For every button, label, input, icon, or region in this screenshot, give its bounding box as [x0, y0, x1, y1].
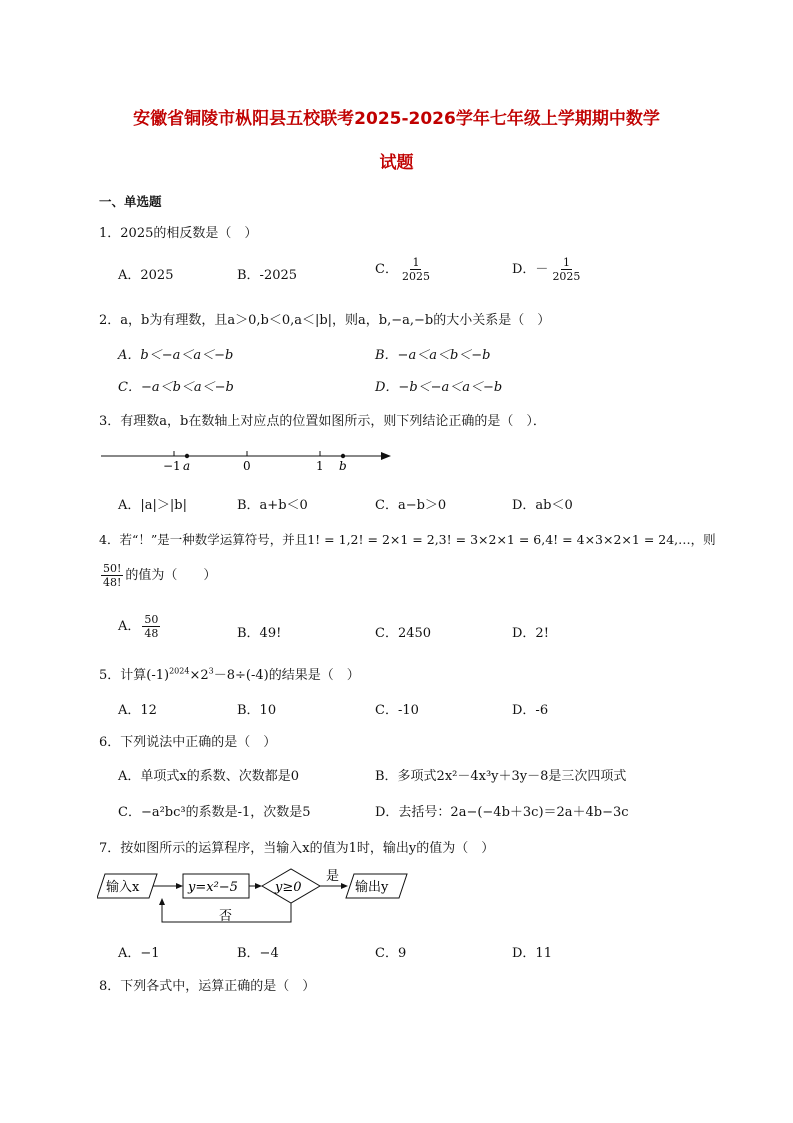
- q1-option-d-label: D．－: [512, 262, 549, 277]
- q4-stem-fraction: [101, 562, 123, 589]
- q4-a-den: 48: [144, 627, 159, 640]
- flow-loop-arrowhead: [159, 898, 165, 905]
- flow-arrowhead-1: [176, 883, 183, 889]
- q2-option-d: D．−b＜−a＜a＜−b: [375, 380, 503, 395]
- q1-option-c: [375, 256, 434, 283]
- q5-option-d: D．-6: [512, 703, 549, 718]
- q2-option-b: B．−a＜a＜b＜−b: [375, 348, 491, 363]
- q4-option-a-fraction: [142, 613, 160, 640]
- q5-stem-mid: ×2: [189, 668, 209, 683]
- question-8-stem: 8．下列各式中，运算正确的是（ ）: [99, 979, 316, 994]
- q5-option-c: C．-10: [375, 703, 419, 718]
- question-5-stem: [99, 664, 360, 683]
- q4-option-b: B．49!: [237, 626, 282, 641]
- q3-option-c: C．a−b＞0: [375, 498, 447, 513]
- q4-a-num: 50: [144, 613, 159, 626]
- q6-option-d: D．去括号：2a−(−4b＋3c)＝2a＋4b−3c: [375, 805, 629, 820]
- q3-option-a: A．|a|＞|b|: [118, 498, 187, 513]
- q4-option-d: D．2!: [512, 626, 549, 641]
- q4-frac-num: 50!: [103, 562, 122, 575]
- q5-option-a: A．12: [118, 703, 157, 718]
- flow-input-label: 输入x: [106, 880, 140, 895]
- q5-option-b: B．10: [237, 703, 277, 718]
- flow-arrowhead-yes: [341, 883, 348, 889]
- q1-d-num: 1: [562, 256, 570, 269]
- label-zero: 0: [243, 459, 251, 473]
- q7-option-b: B．−4: [237, 946, 279, 961]
- question-7-stem: 7．按如图所示的运算程序，当输入x的值为1时，输出y的值为（ ）: [99, 841, 495, 856]
- q5-stem-post: －8÷(-4)的结果是（ ）: [213, 668, 360, 683]
- q2-option-a: A．b＜−a＜a＜−b: [118, 348, 234, 363]
- q1-d-den: 2025: [552, 270, 581, 283]
- question-1-stem: 1．2025的相反数是（ ）: [99, 226, 258, 241]
- document-title-line2: 试题: [379, 153, 414, 173]
- document-title-line1: 安徽省铜陵市枞阳县五校联考2025-2026学年七年级上学期期中数学: [133, 109, 660, 129]
- q4-stem-tail: 的值为（ ）: [125, 568, 217, 583]
- label-a: a: [183, 459, 191, 473]
- q4-option-c: C．2450: [375, 626, 432, 641]
- flow-no-label: 否: [219, 909, 233, 924]
- q3-option-b: B．a+b＜0: [237, 498, 308, 513]
- q5-exp2: 3: [208, 666, 214, 676]
- question-4-stem: 4．若“！”是一种数学运算符号，并且1! = 1,2! = 2×1 = 2,3! = 3×2×1 = 6,4! = 4×3×2×1 = 24,…，则: [99, 532, 716, 547]
- q2-option-c: C．−a＜b＜a＜−b: [118, 380, 234, 395]
- q1-option-d: [512, 256, 584, 283]
- question-4-stem-line2: [99, 562, 216, 589]
- number-line-figure: [99, 444, 399, 474]
- q6-option-a: A．单项式x的系数、次数都是0: [118, 769, 299, 784]
- q3-option-d: D．ab＜0: [512, 498, 573, 513]
- q5-stem-pre: 5．计算(-1): [99, 668, 170, 683]
- point-b: [341, 454, 345, 458]
- q1-option-d-fraction: [550, 256, 582, 283]
- q4-option-a: [118, 613, 162, 640]
- q4-frac-den: 48!: [103, 576, 122, 589]
- flowchart-figure: [97, 866, 417, 930]
- q6-option-b: B．多项式2x²－4x³y＋3y－8是三次四项式: [375, 769, 627, 784]
- q1-c-den: 2025: [401, 270, 430, 283]
- question-2-stem: 2．a，b为有理数，且a＞0,b＜0,a＜|b|，则a，b,−a,−b的大小关系是（ ）: [99, 313, 551, 328]
- q4-option-a-label: A．: [118, 619, 141, 634]
- point-a: [185, 454, 189, 458]
- q1-option-a: A．2025: [118, 268, 174, 283]
- q6-option-c: C．−a²bc³的系数是-1，次数是5: [118, 805, 311, 820]
- label-b: b: [339, 459, 347, 473]
- question-6-stem: 6．下列说法中正确的是（ ）: [99, 735, 277, 750]
- flow-condition-label: y≥0: [275, 880, 302, 895]
- section-heading: 一、单选题: [99, 194, 162, 209]
- q1-c-num: 1: [412, 256, 420, 269]
- flow-arrowhead-2: [255, 883, 262, 889]
- flow-formula-label: y=x²−5: [188, 880, 238, 895]
- flow-output-label: 输出y: [355, 880, 389, 895]
- q5-exp1: 2024: [169, 666, 190, 676]
- q7-option-c: C．9: [375, 946, 407, 961]
- label-minus-one: −1: [163, 459, 181, 473]
- q1-option-b: B．-2025: [237, 268, 298, 283]
- flow-yes-label: 是: [326, 869, 340, 884]
- question-3-stem: 3．有理数a，b在数轴上对应点的位置如图所示，则下列结论正确的是（ ）．: [99, 414, 546, 429]
- q1-option-c-label: C．: [375, 262, 398, 277]
- q7-option-a: A．−1: [118, 946, 160, 961]
- label-one: 1: [316, 459, 324, 473]
- number-line-arrow: [381, 452, 391, 460]
- q7-option-d: D．11: [512, 946, 552, 961]
- q1-option-c-fraction: [400, 256, 432, 283]
